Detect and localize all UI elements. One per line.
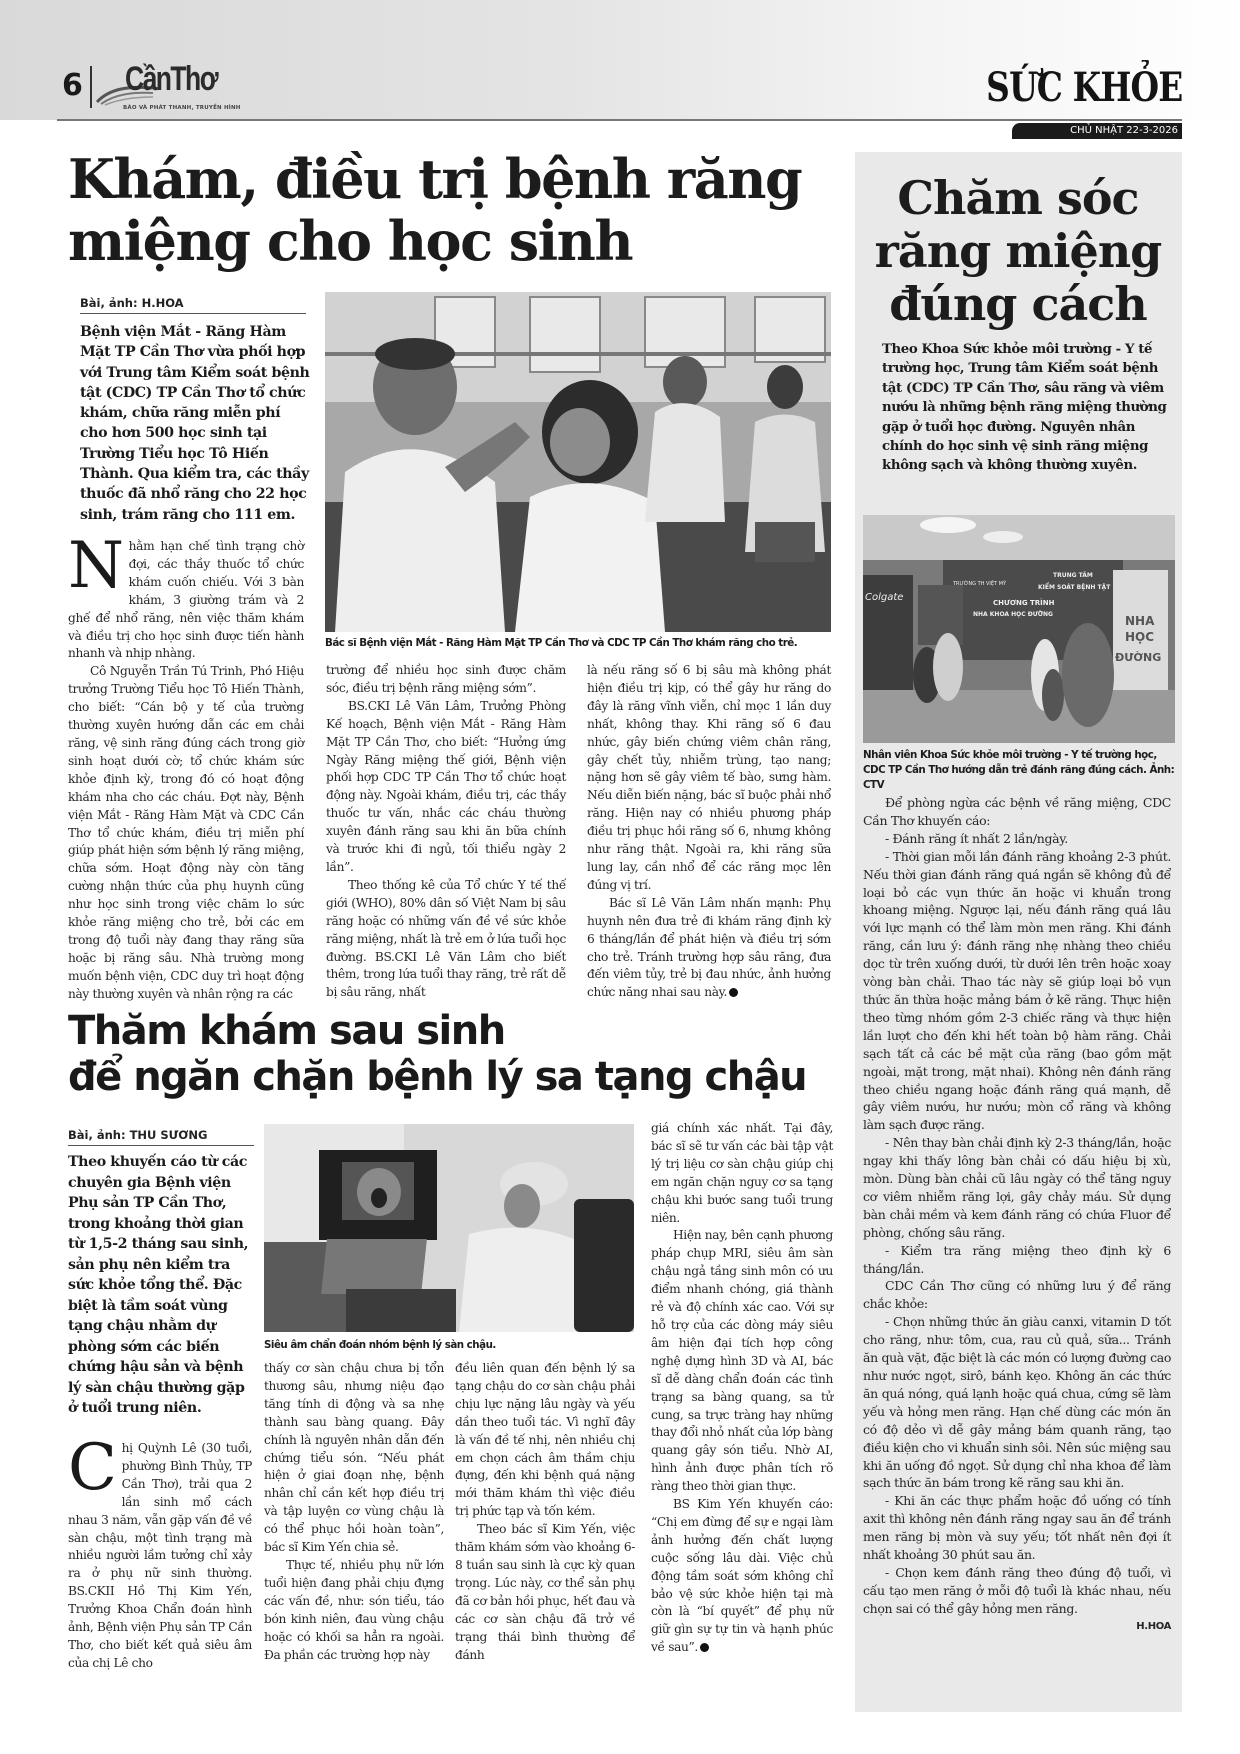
sidebar-headline: Chăm sóc răng miệng đúng cách	[874, 171, 1162, 331]
article1-dropcap: N	[68, 529, 124, 603]
masthead-rule	[57, 119, 1182, 121]
dentist-exam-photo	[325, 292, 831, 632]
article1-column-2	[326, 662, 566, 1002]
article1-col2-para: BS.CKI Lê Văn Lâm, Trưởng Phòng Kế hoạch, Bệnh viện Mắt - Răng Hàm Mặt TP Cần Thơ, cho biết: “Hưởng ứng Ngày Răng miệng thế giới, Bệnh viện phối hợp CDC TP Cần Thơ tổ chức hoạt động này. Ngoài khám, điều trị, các thầy thuốc tư vấn, nhắc các cháu thường xuyên đánh răng sau khi ăn bữa chính và trước khi đi ngủ, tối thiểu ngày 2 lần”.	[326, 698, 566, 874]
article1-col2-para: Theo thống kê của Tổ chức Y tế thế giới (WHO), 80% dân số Việt Nam bị sâu răng hoặc có những vấn đề về sức khỏe răng miệng, nhất là trẻ em ở lứa tuổi học đường. BS.CKI Lê Văn Lâm cho biết thêm, trong lứa tuổi thay răng, trẻ rất dễ bị sâu răng, nhất	[326, 877, 566, 1000]
sidebar-photo	[863, 515, 1175, 743]
article2-headline-line2: để ngăn chặn bệnh lý sa tạng chậu	[68, 1054, 807, 1100]
section-title: SỨC KHỎE	[985, 64, 1182, 111]
sidebar-para: - Chọn những thức ăn giàu canxi, vitamin D tốt cho răng, như: tôm, cua, rau củ quả, sữa... Tránh ăn quà vặt, đặc biệt là các món có lượng đường cao như nước ngọt, sirô, bánh kẹo. Không ăn các thức ăn quá nóng, quá lạnh hoặc quá chua, cứng sẽ làm yếu và hỏng men răng. Hạn chế dùng các món ăn có độ dẻo vì dễ gây mảng bám quanh răng, tạo điều kiện cho vi khuẩn sinh sôi. Nên súc miệng sau khi ăn uống đồ ngọt. Sử dụng chỉ nha khoa để làm sạch thức ăn bám trong kẽ răng sau khi ăn.	[863, 1314, 1171, 1491]
article2-col1-text: hị Quỳnh Lê (30 tuổi, phường Bình Thủy, TP Cần Thơ), trải qua 2 lần sinh mổ cách nhau 3 năm, vẫn gặp vấn đề về sàn chậu, một tình trạng mà nhiều người lầm tưởng chỉ xảy ra ở phụ nữ sinh thường. BS.CKII Hồ Thị Kim Yến, Trưởng Khoa Chẩn đoán hình ảnh, Bệnh viện Phụ sản TP Cần Thơ, cho biết kết quả siêu âm của chị Lê cho	[68, 1441, 252, 1670]
sidebar-para: - Thời gian mỗi lần đánh răng khoảng 2-3 phút. Nếu thời gian đánh răng quá ngắn sẽ không đủ để loại bỏ các vụn thức ăn hoặc vi khuẩn trong khoang miệng. Ngược lại, nếu đánh răng quá lâu với lực mạnh có thể làm mòn men răng. Khi đánh răng, cần lưu ý: đánh răng nhẹ nhàng theo chiều dọc từ trên xuống dưới, từ dưới lên trên hoặc xoay vòng bàn chải. Thao tác này sẽ giúp loại bỏ vụn thức ăn thừa hoặc mảng bám ở kẽ răng. Thực hiện theo từng nhóm gồm 2-3 chiếc răng và thực hiện lần lượt cho đến khi hết toàn bộ hàm răng. Chải sạch tất cả các bề mặt của răng (bao gồm mặt ngoài, mặt trong, mặt nhai). Không nên đánh răng theo chiều ngang hoặc đánh răng quá mạnh, dễ gây viêm nướu, hư nướu; mòn cổ răng và không làm sạch được răng.	[863, 848, 1171, 1133]
article2-photo	[264, 1124, 634, 1332]
photo-sign-program: CHƯƠNG TRÌNH	[993, 599, 1055, 607]
article2-headline	[68, 1008, 848, 1100]
photo-sign-center-2: KIỂM SOÁT BỆNH TẬT	[1038, 584, 1111, 591]
masthead	[0, 0, 1240, 120]
article1-headline: Khám, điều trị bệnh răng miệng cho học sinh	[68, 147, 802, 273]
article2-column-1	[68, 1431, 252, 1673]
article1-photo	[325, 292, 831, 632]
sidebar-para: - Đánh răng ít nhất 2 lần/ngày.	[885, 830, 1068, 846]
sidebar-para: CDC Cần Thơ cũng có những lưu ý để răng chắc khỏe:	[863, 1278, 1171, 1312]
sidebar-body	[863, 794, 1171, 1636]
article2-col4-text: BS Kim Yến khuyến cáo: “Chị em đừng để sự e ngại làm ảnh hưởng đến chất lượng cuộc sống lâu dài. Việc chủ động tầm soát sớm không chỉ bảo vệ sức khỏe hiện tại mà còn là “bí quyết” để phụ nữ giữ gìn sự tự tin và hạnh phúc về sau”.	[651, 1497, 833, 1655]
toothbrushing-event-photo	[863, 515, 1175, 743]
sidebar-lead: Theo Khoa Sức khỏe môi trường - Y tế trường học, Trung tâm Kiểm soát bệnh tật (CDC) TP Cần Thơ, sâu răng và viêm nướu là những bệnh răng miệng thường gặp ở tuổi học đường. Nguyên nhân chính do học sinh vệ sinh răng miệng không sạch và không thường xuyên.	[882, 342, 1167, 474]
end-of-article-icon	[700, 1643, 709, 1652]
issue-date: CHỦ NHẬT 22-3-2026	[1012, 123, 1182, 139]
photo-sign-banner-left: TRƯỜNG TH VIỆT MỸ	[953, 581, 1007, 587]
logo-tagline: BÁO VÀ PHÁT THANH, TRUYỀN HÌNH	[123, 105, 241, 111]
article1-col3-text: Bác sĩ Lê Văn Lâm nhấn mạnh: Phụ huynh nên đưa trẻ đi khám răng định kỳ 6 tháng/lần để phát hiện và điều trị sớm cho trẻ. Tránh trường hợp sâu răng, đưa đến viêm tủy, trẻ bị đau nhức, ảnh hưởng chức năng nhai sau này.	[587, 895, 831, 1000]
article2-col4-para	[651, 1496, 833, 1657]
end-of-article-icon	[729, 988, 738, 997]
article1-lead: Bệnh viện Mắt - Răng Hàm Mặt TP Cần Thơ vừa phối hợp với Trung tâm Kiểm soát bệnh tật (CDC) TP Cần Thơ tổ chức khám, chữa răng miễn phí cho hơn 500 học sinh tại Trường Tiểu học Tô Hiến Thành. Qua kiểm tra, các thầy thuốc đã nhổ răng cho 22 học sinh, trám răng cho 111 em.	[80, 324, 310, 523]
article1-column-3	[587, 662, 831, 1002]
photo-standee-3: ĐƯỜNG	[1115, 651, 1162, 664]
article2-col1-para	[68, 1431, 252, 1673]
article2-col3-para: đều liên quan đến bệnh lý sa tạng chậu do cơ sàn chậu phải chịu lực nặng lâu ngày và yếu dần theo tuổi tác. Vì nghĩ đây là vấn đề tế nhị, nên nhiều chị em chọn cách âm thầm chịu đựng, đến khi bệnh quá nặng mới thăm khám thì việc điều trị phức tạp và tốn kém.	[455, 1361, 635, 1519]
masthead-divider	[90, 66, 92, 108]
page-number: 6	[62, 68, 83, 103]
article1-byline: Bài, ảnh: H.HOA	[80, 296, 306, 314]
article1-col1-para	[68, 529, 304, 663]
article1-col3-para	[587, 895, 831, 1002]
article1-photo-caption: Bác sĩ Bệnh viện Mắt - Răng Hàm Mặt TP Cần Thơ và CDC TP Cần Thơ khám răng cho trẻ.	[325, 637, 798, 649]
article2-column-2	[264, 1360, 444, 1664]
sidebar-photo-caption: Nhân viên Khoa Sức khỏe môi trường - Y tế trường học, CDC TP Cần Thơ hướng dẫn trẻ đánh răng đúng cách. Ảnh: CTV	[863, 749, 1175, 791]
photo-standee-1: NHA	[1125, 614, 1155, 628]
article2-col2-para: thấy cơ sàn chậu chưa bị tổn thương sâu, nhưng niệu đạo tăng tính di động và sa nhẹ thành sau bàng quang. Đây chính là nguyên nhân dẫn đến chứng tiểu són. “Nếu phát hiện ở giai đoạn nhẹ, bệnh nhân chỉ cần kết hợp điều trị và tập luyện cơ vùng chậu là có thể phục hồi hoàn toàn”, bác sĩ Kim Yến chia sẻ.	[264, 1361, 444, 1555]
article2-column-4	[651, 1120, 833, 1657]
article2-col2-para: Thực tế, nhiều phụ nữ lớn tuổi hiện đang phải chịu đựng các vấn đề, như: són tiểu, táo bón kinh niên, đau vùng chậu hoặc có khối sa hẳn ra ngoài. Đa phần các trường hợp này	[264, 1557, 444, 1662]
photo-sign-program-2: NHA KHOA HỌC ĐƯỜNG	[973, 611, 1053, 618]
photo-sign-brand: Colgate	[865, 592, 904, 603]
article1-col2-para: trường để nhiều học sinh được chăm sóc, điều trị bệnh răng miệng sớm”.	[326, 663, 566, 695]
article1-col1-para: Cô Nguyễn Trần Tú Trinh, Phó Hiệu trưởng Trường Tiểu học Tô Hiến Thành, cho biết: “Cán bộ y tế của trường thường xuyên hướng dẫn các em chải răng, vệ sinh răng đúng cách trong giờ sinh hoạt dưới cờ; tổ chức khám sức khỏe định kỳ, trong đó có hoạt động khám nha cho các cháu. Đợt này, Bệnh viện Mắt - Răng Hàm Mặt và CDC Cần Thơ tổ chức khám, điều trị miễn phí giúp phát hiện sớm bệnh lý răng miệng, chữa sớm. Hoạt động này còn tăng cường nhận thức của phụ huynh cũng như học sinh trong việc chăm lo sức khỏe răng miệng cho trẻ, bởi các em trong độ tuổi này đang thay răng sữa hoặc bị răng sâu. Nhà trường mong muốn bệnh viện, CDC duy trì hoạt động này thường xuyên và nhân rộng ra các	[68, 664, 304, 1001]
article2-photo-caption: Siêu âm chẩn đoán nhóm bệnh lý sàn chậu.	[264, 1339, 496, 1351]
article2-col3-para: Theo bác sĩ Kim Yến, việc thăm khám sớm vào khoảng 6-8 tuần sau sinh là cực kỳ quan trọng. Lúc này, cơ thể sản phụ đã cơ bản hồi phục, hết đau và các cơ sàn chậu đã trở về trạng thái bình thường để đánh	[455, 1522, 635, 1662]
article1-column-1	[68, 529, 304, 1004]
sidebar-para: - Kiểm tra răng miệng theo định kỳ 6 tháng/lần.	[863, 1242, 1171, 1276]
article2-lead: Theo khuyến cáo từ các chuyên gia Bệnh viện Phụ sản TP Cần Thơ, trong khoảng thời gian từ 1,5-2 tháng sau sinh, sản phụ nên kiểm tra sức khỏe tổng thể. Đặc biệt là tầm soát vùng tạng chậu nhằm dự phòng sớm các biến chứng hậu sản và bệnh lý sàn chậu thường gặp ở tuổi trung niên.	[68, 1154, 249, 1416]
sidebar-para: Để phòng ngừa các bệnh về răng miệng, CDC Cần Thơ khuyến cáo:	[863, 795, 1171, 828]
newspaper-logo	[95, 60, 265, 116]
sidebar-para: - Khi ăn các thực phẩm hoặc đồ uống có tính axit thì không nên đánh răng ngay sau ăn để tránh men răng bị mòn và suy yếu; tốt nhất nên đợi ít nhất khoảng 30 phút sau ăn.	[863, 1493, 1171, 1563]
article2-byline: Bài, ảnh: THU SƯƠNG	[68, 1128, 254, 1146]
article2-col4-para: Hiện nay, bên cạnh phương pháp chụp MRI, siêu âm sàn chậu ngả tầng sinh môn có ưu điểm nhanh chóng, giá thành rẻ và độ chính xác cao. Với sự hỗ trợ của các dòng máy siêu âm hiện đại tích hợp công nghệ dựng hình 3D và AI, bác sĩ dễ dàng chẩn đoán các tình trạng sa bàng quang, sa tử cung, sa trực tràng hay những thay đổi nhỏ nhất của lớp bàng quang gây són tiểu. Nhờ AI, hình ảnh được phân tích rõ ràng theo thời gian thực.	[651, 1228, 833, 1494]
logo-wordmark: CầnThơ	[125, 60, 218, 98]
sidebar-para: - Chọn kem đánh răng theo đúng độ tuổi, vì cấu tạo men răng ở mỗi độ tuổi là khác nhau, nếu chọn sai có thể gây hỏng men răng.	[863, 1564, 1171, 1616]
sidebar-signature: H.HOA	[1136, 1620, 1171, 1632]
article2-headline-line1: Thăm khám sau sinh	[68, 1008, 505, 1054]
article1-col1-text: hằm hạn chế tình trạng chờ đợi, các thầy thuốc tổ chức khám cuốn chiếu. Với 3 bàn khám, 3 giường trám và 2 ghế để nhổ răng, nên việc thăm khám và điều trị cho học sinh được tiến hành nhanh và nhịp nhàng.	[68, 539, 304, 661]
sidebar-para: - Nên thay bàn chải định kỳ 2-3 tháng/lần, hoặc ngay khi thấy lông bàn chải có dấu hiệu bị xù, mòn. Dùng bàn chải cũ lâu ngày có thể tăng nguy cơ viêm nhiễm răng lợi, gây chảy máu. Sử dụng bàn chải mềm và kem đánh răng có chứa Fluor để phòng, chống sâu răng.	[863, 1135, 1171, 1240]
article1-col3-para: là nếu răng số 6 bị sâu mà không phát hiện điều trị kịp, có thể gây hư răng do đây là răng vĩnh viễn, chỉ mọc 1 lần duy nhất, không thay. Khi răng số 6 đau nhức, gây biến chứng viêm chân răng, gây chết tủy, nhiễm trùng, tạo nang; nặng hơn sẽ gây viêm tế bào, sưng hàm. Nếu diễn biến nặng, bác sĩ buộc phải nhổ răng. Hiện nay có nhiều phương pháp điều trị phục hồi răng số 6, nhưng không như răng thật. Ngoài ra, khi răng sữa lung lay, cần nhổ để các răng mọc lên đúng vị trí.	[587, 663, 831, 892]
article2-column-3	[455, 1360, 635, 1664]
article2-col4-para: giá chính xác nhất. Tại đây, bác sĩ sẽ tư vấn các bài tập vật lý trị liệu cơ sàn chậu giúp chị em ngăn chặn nguy cơ sa tạng chậu khi bước sang tuổi trung niên.	[651, 1121, 833, 1225]
photo-sign-center-1: TRUNG TÂM	[1053, 572, 1093, 579]
ultrasound-photo	[264, 1124, 634, 1332]
article2-dropcap: C	[68, 1431, 117, 1505]
photo-standee-2: HỌC	[1125, 630, 1155, 644]
